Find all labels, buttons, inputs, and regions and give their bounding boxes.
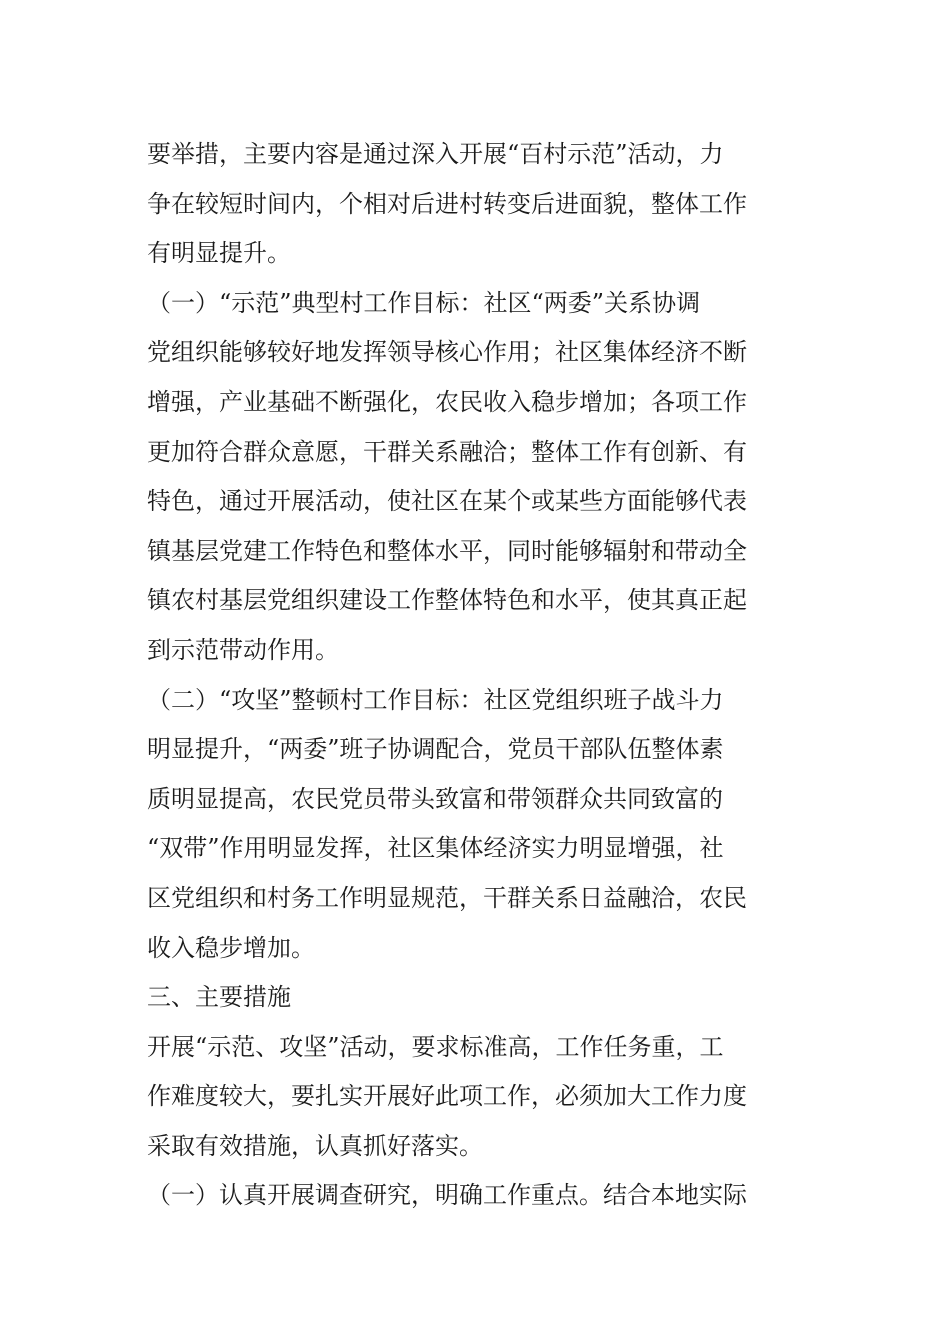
text-line: 到示范带动作用。 (147, 635, 339, 664)
text-line: “双带”作用明显发挥，社区集体经济实力明显增强，社 (147, 834, 724, 863)
text-line: 要举措，主要内容是通过深入开展“百村示范”活动，力 (147, 140, 724, 168)
text-line: 收入稳步增加。 (147, 933, 315, 962)
text-line: 党组织能够较好地发挥领导核心作用；社区集体经济不断 (147, 338, 747, 367)
text-line: 采取有效措施，认真抓好落实。 (147, 1131, 483, 1160)
section-heading-investigation: （一）认真开展调查研究，明确工作重点。结合本地实际 (147, 1181, 747, 1210)
text-line: 更加符合群众意愿，干群关系融洽；整体工作有创新、有 (147, 437, 747, 466)
document-body (147, 130, 807, 1221)
text-line: 特色，通过开展活动，使社区在某个或某些方面能够代表 (147, 487, 747, 516)
text-line: 镇农村基层党组织建设工作整体特色和水平，使其真正起 (147, 586, 747, 615)
text-line: 区党组织和村务工作明显规范，干群关系日益融洽，农民 (147, 883, 747, 912)
section-heading-main-measures: 三、主要措施 (147, 983, 291, 1012)
text-line: 明显提升，“两委”班子协调配合，党员干部队伍整体素 (147, 735, 724, 764)
section-heading-rectification-goals: （二）“攻坚”整顿村工作目标：社区党组织班子战斗力 (147, 685, 724, 714)
text-line: 开展“示范、攻坚”活动，要求标准高，工作任务重，工 (147, 1032, 724, 1061)
section-heading-demonstration-goals: （一）“示范”典型村工作目标：社区“两委”关系协调 (147, 288, 701, 317)
text-line: 有明显提升。 (147, 239, 291, 268)
text-line: 增强，产业基础不断强化，农民收入稳步增加；各项工作 (147, 387, 747, 416)
text-line: 争在较短时间内，个相对后进村转变后进面貌，整体工作 (147, 189, 747, 218)
text-line: 镇基层党建工作特色和整体水平，同时能够辐射和带动全 (147, 536, 747, 565)
text-line: 质明显提高，农民党员带头致富和带领群众共同致富的 (147, 784, 723, 813)
text-line: 作难度较大，要扎实开展好此项工作，必须加大工作力度 (147, 1082, 747, 1111)
